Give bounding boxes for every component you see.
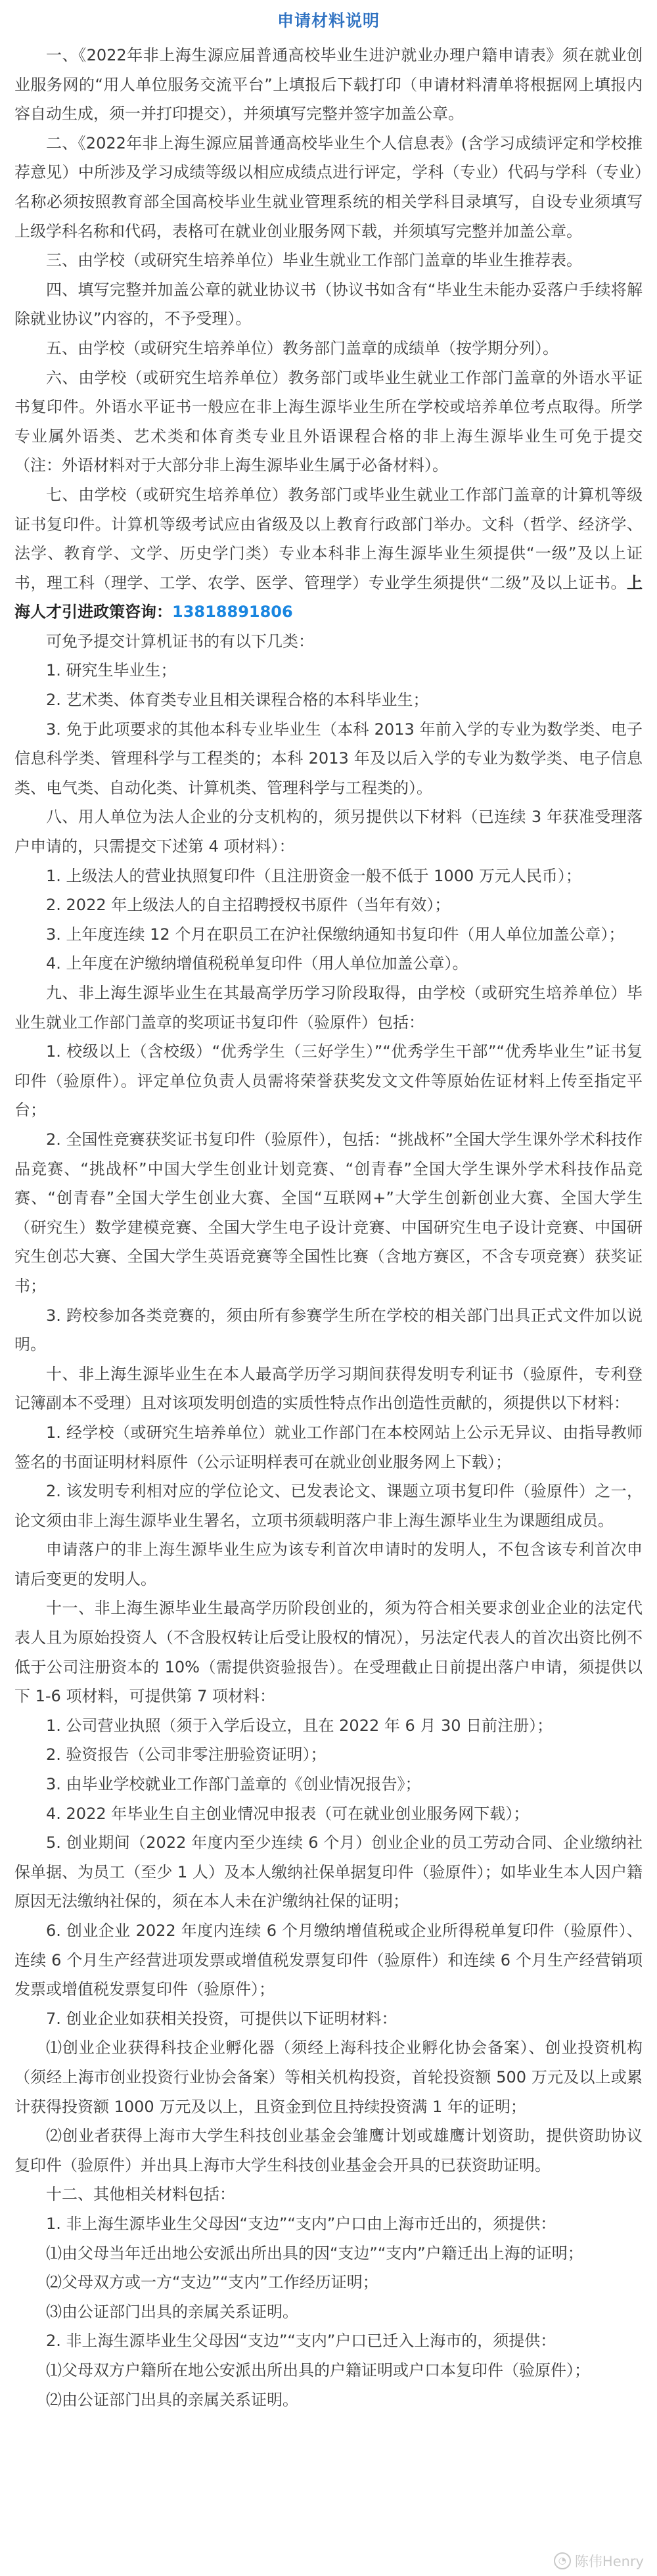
para-10-note: 申请落户的非上海生源毕业生应为该专利首次申请时的发明人，不包含该专利首次申请后变更的发明人。 bbox=[14, 1540, 643, 1588]
exempt-item-3: 3. 免于此项要求的其他本科专业毕业生（本科 2013 年前入学的专业为数学类、电子信息科学类、管理科学与工程类的；本科 2013 年及以后入学的专业为数学类、电子信息类、电气类、自动化类、计算机类、管理科学与工程类的）。 bbox=[14, 720, 643, 797]
hotline-phone[interactable]: 13818891806 bbox=[172, 603, 293, 622]
para-8-item-2: 2. 2022 年上级法人的自主招聘授权书原件（当年有效）； bbox=[46, 896, 451, 915]
para-11-item-7-sub-2: ⑵创业者获得上海市大学生科技创业基金会雏鹰计划或雄鹰计划资助，提供资助协议复印件（验原件）并出具上海市大学生科技创业基金会开具的已获资助证明。 bbox=[14, 2127, 643, 2174]
para-11-item-6: 6. 创业企业 2022 年度内连续 6 个月缴纳增值税或企业所得税单复印件（验原件）、连续 6 个月生产经营进项发票或增值税发票复印件（验原件）和连续 6 个月生产经营销项发票或增值税发票复印件（验原件）； bbox=[14, 1921, 643, 1999]
para-12: 十二、其他相关材料包括： bbox=[46, 2185, 235, 2204]
para-9-item-1: 1. 校级以上（含校级）“优秀学生（三好学生）”“优秀学生干部”“优秀毕业生”证书复印件（验原件）。评定单位负责人员需将荣誉获奖发文文件等原始佐证材料上传至指定平台； bbox=[14, 1042, 643, 1120]
para-11-item-7-sub-1: ⑴创业企业获得科技企业孵化器（须经上海科技企业孵化协会备案）、创业投资机构（须经上海市创业投资行业协会备案）等相关机构投资，首轮投资额 500 万元及以上或累计获得投资额 1000 万元及以上，且资金到位且持续投资满 1 年的证明； bbox=[14, 2038, 643, 2116]
para-11-item-2: 2. 验资报告（公司非零注册验资证明）； bbox=[46, 1745, 327, 1764]
para-12-item-2: 2. 非上海生源毕业生父母因“支边”“支内”户口已迁入上海市的，须提供： bbox=[46, 2332, 556, 2351]
para-5: 五、由学校（或研究生培养单位）教务部门盖章的成绩单（按学期分列）。 bbox=[46, 338, 558, 357]
hotline-label: 上海人才引进政策咨询： bbox=[14, 573, 643, 622]
para-10: 十、非上海生源毕业生在本人最高学历学习期间获得发明专利证书（验原件，专利登记簿副本不受理）且对该项发明创造的实质性特点作出创造性贡献的，须提供以下材料： bbox=[14, 1364, 643, 1413]
para-12-item-1-sub-3: ⑶由公证部门出具的亲属关系证明。 bbox=[46, 2302, 298, 2321]
para-11-item-3: 3. 由毕业学校就业工作部门盖章的《创业情况报告》； bbox=[46, 1775, 421, 1794]
para-6: 六、由学校（或研究生培养单位）教务部门或毕业生就业工作部门盖章的外语水平证书复印件。外语水平证书一般应在非上海生源毕业生所在学校或培养单位考点取得。所学专业属外语类、艺术类和体育类专业且外语课程合格的非上海生源毕业生可免于提交（注：外语材料对于大部分非上海生源毕业生属于必备材料）。 bbox=[14, 368, 643, 475]
exempt-intro: 可免予提交计算机证书的有以下几类： bbox=[46, 632, 314, 651]
wechat-icon: ◔ bbox=[554, 2552, 571, 2569]
para-8-item-3: 3. 上年度连续 12 个月在职员工在沪社保缴纳通知书复印件（用人单位加盖公章）； bbox=[46, 925, 625, 944]
page-title: 申请材料说明 bbox=[277, 11, 380, 30]
para-9-item-3: 3. 跨校参加各类竞赛的，须由所有参赛学生所在学校的相关部门出具正式文件加以说明。 bbox=[14, 1306, 643, 1354]
exempt-item-1: 1. 研究生毕业生； bbox=[46, 661, 177, 680]
para-12-item-1-sub-1: ⑴由父母当年迁出地公安派出所出具的因“支边”“支内”户籍迁出上海的证明； bbox=[46, 2243, 583, 2263]
para-11-item-7: 7. 创业企业如获相关投资，可提供以下证明材料： bbox=[46, 2009, 397, 2028]
para-8-item-1: 1. 上级法人的营业执照复印件（且注册资金一般不低于 1000 万元人民币）； bbox=[46, 866, 581, 885]
para-9-item-2: 2. 全国性竞赛获奖证书复印件（验原件），包括：“挑战杯”全国大学生课外学术科技作品竞赛、“挑战杯”中国大学生创业计划竞赛、“创青春”全国大学生课外学术科技作品竞赛、“创青春”全国大学生创业大赛、全国“互联网+”大学生创新创业大赛、全国大学生（研究生）数学建模竞赛、全国大学生电子设计竞赛、中国研究生电子设计竞赛、中国研究生创芯大赛、全国大学生英语竞赛等全国性比赛（含地方赛区，不含专项竞赛）获奖证书； bbox=[14, 1130, 643, 1295]
para-3: 三、由学校（或研究生培养单位）毕业生就业工作部门盖章的毕业生推荐表。 bbox=[46, 251, 582, 270]
para-12-item-1-sub-2: ⑵父母双方或一方“支边”“支内”工作经历证明； bbox=[46, 2273, 378, 2292]
para-1: 一、《2022年非上海生源应届普通高校毕业生进沪就业办理户籍申请表》须在就业创业服务网的“用人单位服务交流平台”上填报后下载打印（申请材料清单将根据网上填报内容自动生成，须一并打印提交），并须填写完整并签字加盖公章。 bbox=[14, 46, 643, 124]
para-4: 四、填写完整并加盖公章的就业协议书（协议书如含有“毕业生未能办妥落户手续将解除就业协议”内容的，不予受理）。 bbox=[14, 280, 643, 329]
watermark bbox=[554, 2551, 644, 2571]
para-10-item-2: 2. 该发明专利相对应的学位论文、已发表论文、课题立项书复印件（验原件）之一，论文须由非上海生源毕业生署名，立项书须载明落户非上海生源毕业生为课题组成员。 bbox=[14, 1482, 643, 1530]
exempt-item-2: 2. 艺术类、体育类专业且相关课程合格的本科毕业生； bbox=[46, 691, 429, 710]
para-7-text: 七、由学校（或研究生培养单位）教务部门或毕业生就业工作部门盖章的计算机等级证书复印件。计算机等级考试应由省级及以上教育行政部门举办。文科（哲学、经济学、法学、教育学、文学、历史学门类）专业本科非上海生源毕业生须提供“一级”及以上证书，理工科（理学、工学、农学、医学、管理学）专业学生须提供“二级”及以上证书。 bbox=[14, 485, 643, 592]
para-8: 八、用人单位为法人企业的分支机构的，须另提供以下材料（已连续 3 年获准受理落户申请的，只需提交下述第 4 项材料）： bbox=[14, 808, 643, 856]
watermark-text: 陈伟Henry bbox=[574, 2554, 644, 2569]
para-7 bbox=[14, 480, 643, 627]
para-11: 十一、非上海生源毕业生最高学历阶段创业的，须为符合相关要求创业企业的法定代表人且为原始投资人（不含股权转让后受让股权的情况），另法定代表人的首次出资比例不低于公司注册资本的 10%（需提供资验报告）。在受理截止日前提出落户申请，须提供以下 1-6 项材料，可提供第 7 项材料： bbox=[14, 1599, 643, 1706]
para-12-item-2-sub-2: ⑵由公证部门出具的亲属关系证明。 bbox=[46, 2390, 298, 2409]
para-10-item-1: 1. 经学校（或研究生培养单位）就业工作部门在本校网站上公示无异议、由指导教师签名的书面证明材料原件（公示证明样表可在就业创业服务网上下载）； bbox=[14, 1423, 643, 1471]
para-12-item-1: 1. 非上海生源毕业生父母因“支边”“支内”户口由上海市迁出的，须提供： bbox=[46, 2214, 556, 2233]
para-11-item-1: 1. 公司营业执照（须于入学后设立，且在 2022 年 6 月 30 日前注册）； bbox=[46, 1716, 553, 1735]
para-11-item-5: 5. 创业期间（2022 年度内至少连续 6 个月）创业企业的员工劳动合同、企业缴纳社保单据、为员工（至少 1 人）及本人缴纳社保单据复印件（验原件）；如毕业生本人因户籍原因无法缴纳社保的，须在本人未在沪缴纳社保的证明； bbox=[14, 1833, 643, 1911]
para-8-item-4: 4. 上年度在沪缴纳增值税税单复印件（用人单位加盖公章）。 bbox=[46, 954, 468, 973]
para-2: 二、《2022年非上海生源应届普通高校毕业生个人信息表》(含学习成绩评定和学校推荐意见）中所涉及学习成绩等级以相应成绩点进行评定，学科（专业）代码与学科（专业）名称必须按照教育部全国高校毕业生就业管理系统的相关学科目录填写，自设专业须填写上级学科名称和代码，表格可在就业创业服务网下载，并须填写完整并加盖公章。 bbox=[14, 133, 643, 241]
para-12-item-2-sub-1: ⑴父母双方户籍所在地公安派出所出具的户籍证明或户口本复印件（验原件）； bbox=[46, 2360, 590, 2380]
para-11-item-4: 4. 2022 年毕业生自主创业情况申报表（可在就业创业服务网下载）； bbox=[46, 1804, 530, 1823]
para-9: 九、非上海生源毕业生在其最高学历学习阶段取得，由学校（或研究生培养单位）毕业生就业工作部门盖章的奖项证书复印件（验原件）包括： bbox=[14, 984, 643, 1032]
